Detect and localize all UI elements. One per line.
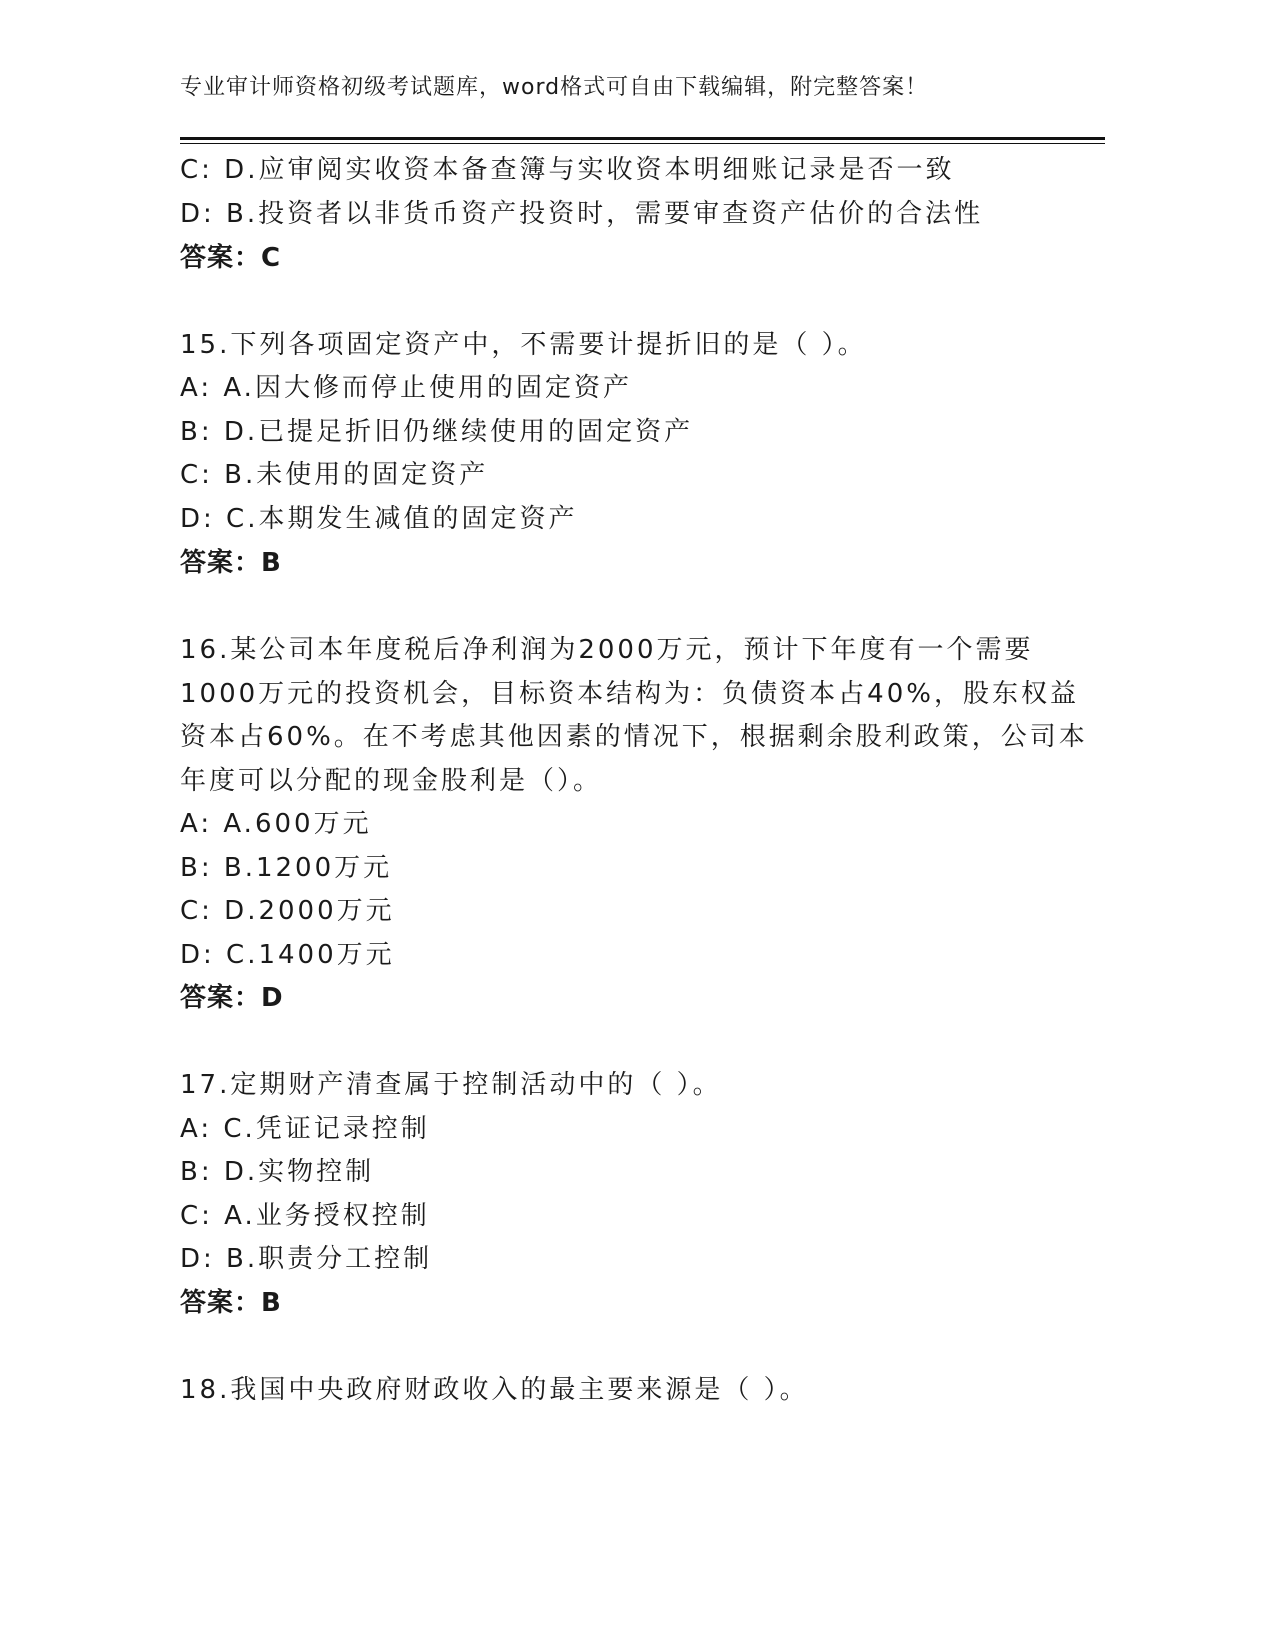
q15-answer: 答案：B	[180, 548, 282, 578]
q15-option-a: A: A.因大修而停止使用的固定资产	[180, 373, 632, 403]
q17-option-b: B: D.实物控制	[180, 1157, 375, 1187]
q15-option-d: D: C.本期发生减值的固定资产	[180, 504, 578, 534]
q16-option-a: A: A.600万元	[180, 809, 372, 839]
q16-question-line-3: 资本占60%。在不考虑其他因素的情况下，根据剩余股利政策，公司本	[180, 722, 1088, 752]
q14-answer: 答案：C	[180, 243, 282, 273]
q14-option-c: C: D.应审阅实收资本备查簿与实收资本明细账记录是否一致	[180, 155, 955, 185]
page-header: 专业审计师资格初级考试题库，word格式可自由下载编辑，附完整答案！	[180, 75, 929, 100]
q16-option-c: C: D.2000万元	[180, 896, 395, 926]
header-rule-thin	[180, 143, 1105, 144]
q16-answer: 答案：D	[180, 983, 284, 1013]
q14-option-d: D: B.投资者以非货币资产投资时，需要审查资产估价的合法性	[180, 199, 984, 229]
q15-option-b: B: D.已提足折旧仍继续使用的固定资产	[180, 417, 694, 447]
q15-question: 15.下列各项固定资产中，不需要计提折旧的是（ ）。	[180, 330, 867, 360]
q17-question: 17.定期财产清查属于控制活动中的（ ）。	[180, 1070, 722, 1100]
q16-option-b: B: B.1200万元	[180, 853, 393, 883]
q16-question-line-2: 1000万元的投资机会，目标资本结构为：负债资本占40%，股东权益	[180, 679, 1079, 709]
header-rule-thick	[180, 137, 1105, 140]
q17-option-c: C: A.业务授权控制	[180, 1201, 430, 1231]
q17-option-a: A: C.凭证记录控制	[180, 1114, 430, 1144]
q16-option-d: D: C.1400万元	[180, 940, 395, 970]
q16-question-line-1: 16.某公司本年度税后净利润为2000万元，预计下年度有一个需要	[180, 635, 1034, 665]
q17-option-d: D: B.职责分工控制	[180, 1244, 433, 1274]
q16-question-line-4: 年度可以分配的现金股利是（）。	[180, 766, 603, 796]
q15-option-c: C: B.未使用的固定资产	[180, 460, 489, 490]
q17-answer: 答案：B	[180, 1288, 282, 1318]
q18-question: 18.我国中央政府财政收入的最主要来源是（ ）。	[180, 1375, 809, 1405]
